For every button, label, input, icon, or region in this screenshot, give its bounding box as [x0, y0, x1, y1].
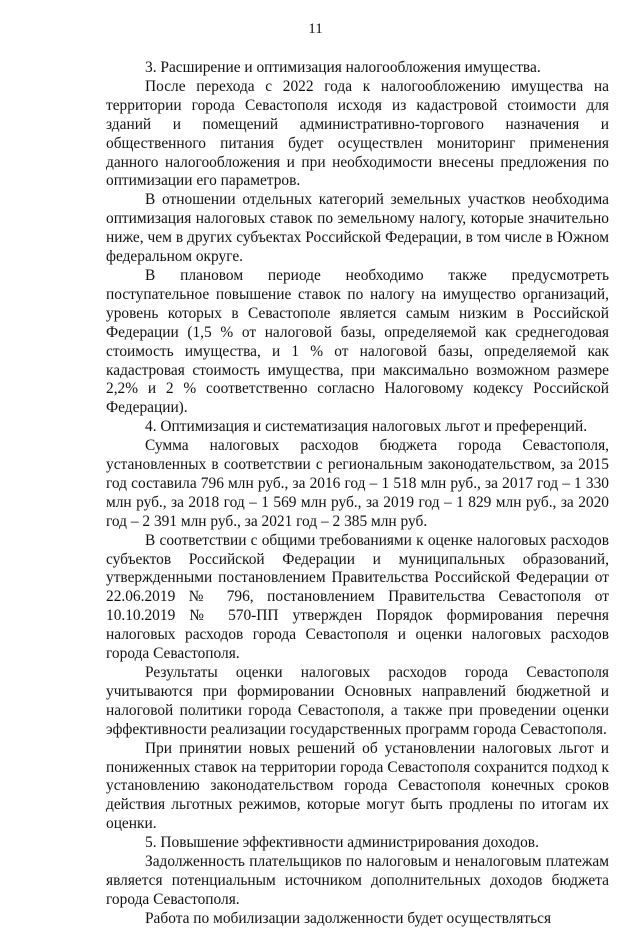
paragraph: В соответствии с общими требованиями к оценке налоговых расходов субъектов Российской Федерации и муниципальных образований, утвержденными постановлением Правительства Российской Федерации от 22.06.2019 № 796, постановлением Правительства Севастополя от 10.10.2019 № 570-ПП утвержден Порядок формирования перечня налоговых расходов города Севастополя и оценки налоговых расходов города Севастополя.: [106, 531, 609, 663]
paragraph: Сумма налоговых расходов бюджета города Севастополя, установленных в соответствии с региональным законодательством, за 2015 год составила 796 млн руб., за 2016 год – 1 518 млн руб., за 2017 год – 1 330 млн руб., за 2018 год – 1 569 млн руб., за 2019 год – 1 829 млн руб., за 2020 год – 2 391 млн руб., за 2021 год – 2 385 млн руб.: [106, 437, 609, 530]
paragraph: В плановом периоде необходимо также предусмотреть поступательное повышение ставок по налогу на имущество организаций, уровень которых в Севастополе является самым низким в Российской Федерации (1,5 % от налоговой базы, определяемой как среднегодовая стоимость имущества, и 1 % от налоговой базы, определяемой как кадастровая стоимость имущества, при максимально возможном размере 2,2% и 2 % соответственно согласно Налоговому кодексу Российской Федерации).: [106, 266, 609, 417]
page-number: 11: [308, 21, 323, 37]
paragraph-continued: Работа по мобилизации задолженности будет осуществляться: [145, 909, 552, 927]
section-heading-4: 4. Оптимизация и систематизация налоговых льгот и преференций.: [145, 418, 588, 436]
paragraph: Результаты оценки налоговых расходов города Севастополя учитываются при формировании Основных направлений бюджетной и налоговой политики города Севастополя, а также при проведении оценки эффективности реализации государственных программ города Севастополя.: [106, 664, 609, 738]
paragraph: При принятии новых решений об установлении налоговых льгот и пониженных ставок на территории города Севастополя сохранится подход к установлению законодательством города Севастополя конечных сроков действия льготных режимов, которые могут быть продлены по итогам их оценки.: [106, 739, 609, 833]
document-body: [106, 59, 609, 929]
paragraph: После перехода с 2022 года к налогообложению имущества на территории города Севастополя исходя из кадастровой стоимости для зданий и помещений административно-торгового назначения и общественного питания будет осуществлен мониторинг применения данного налогообложения и при необходимости внесены предложения по оптимизации его параметров.: [106, 77, 609, 190]
section-heading-5: 5. Повышение эффективности администрирования доходов.: [145, 834, 539, 852]
section-heading-3: 3. Расширение и оптимизация налогообложения имущества.: [145, 59, 541, 76]
paragraph: Задолженность плательщиков по налоговым и неналоговым платежам является потенциальным источником дополнительных доходов бюджета города Севастополя.: [106, 853, 609, 908]
paragraph: В отношении отдельных категорий земельных участков необходима оптимизация налоговых ставок по земельному налогу, которые значительно ниже, чем в других субъектах Российской Федерации, в том числе в Южном федеральном округе.: [106, 191, 609, 266]
